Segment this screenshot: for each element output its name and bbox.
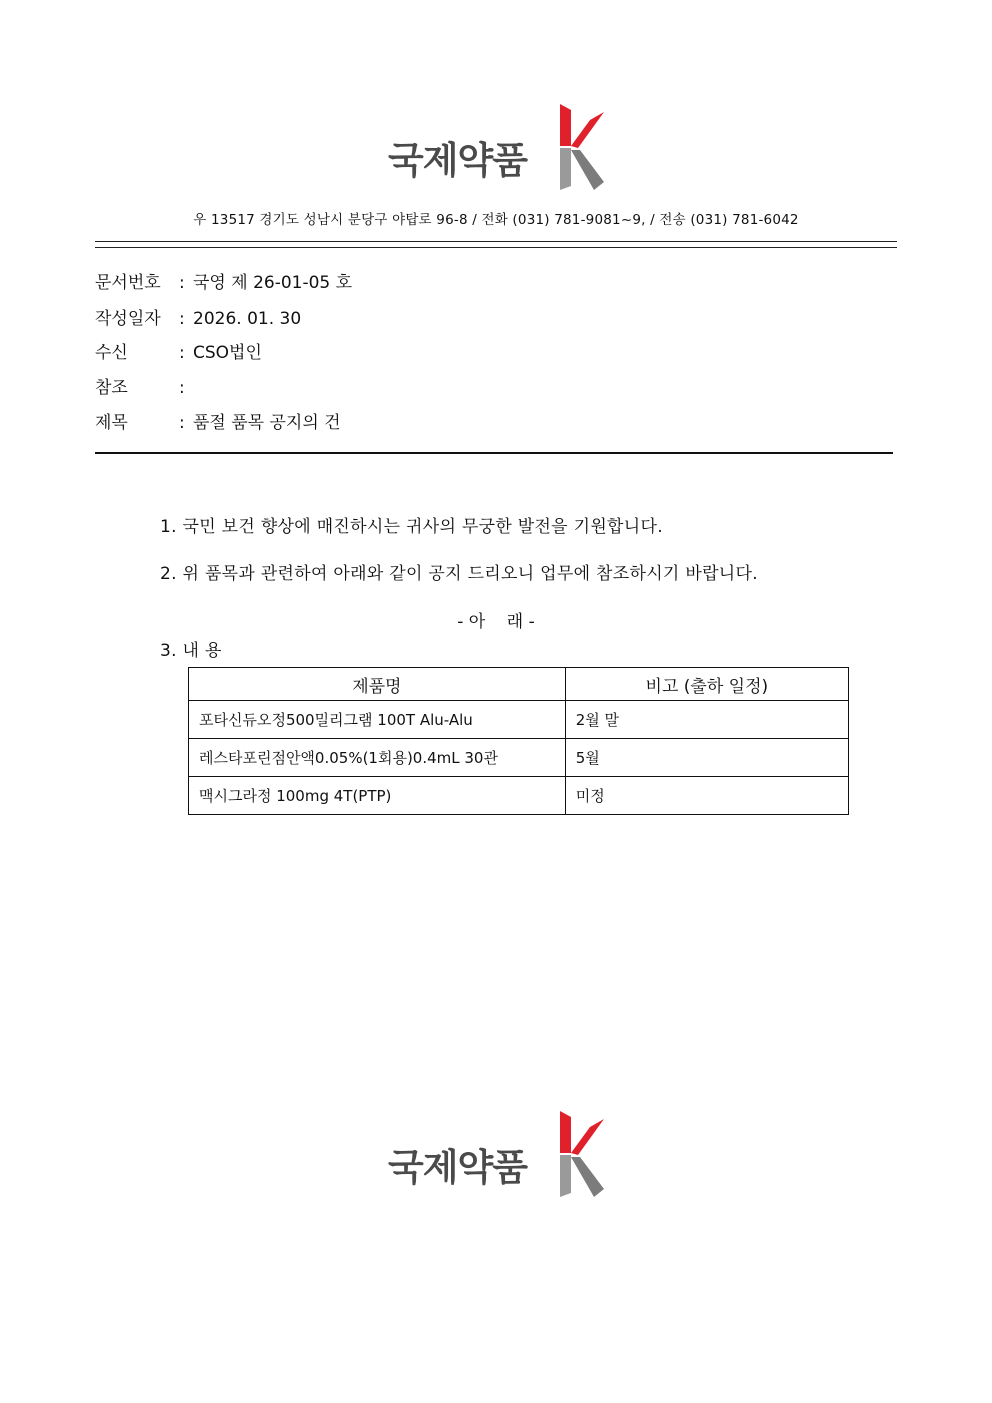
doc-number-label: 문서번호 [95, 273, 161, 293]
logo-wordmark: 국제약품 [388, 139, 527, 182]
date-sep: : [179, 309, 185, 329]
header-remarks: 비고 (출하 일정) [565, 668, 848, 701]
remarks-cell: 2월 말 [565, 701, 848, 739]
recipient-value: CSO법인 [193, 343, 262, 363]
recipient-label: 수신 [95, 343, 128, 363]
table-header-row [189, 668, 849, 701]
product-name-cell: 맥시그라정 100mg 4T(PTP) [189, 777, 566, 815]
recipient-row [95, 338, 262, 363]
product-table [188, 667, 849, 815]
subject-sep: : [179, 413, 185, 433]
remarks-cell: 미정 [565, 777, 848, 815]
paragraph-1: 1. 국민 보건 향상에 매진하시는 귀사의 무궁한 발전을 기원합니다. [160, 517, 663, 537]
k-logo-icon [556, 104, 608, 190]
reference-label: 참조 [95, 378, 128, 398]
header-divider [95, 452, 893, 454]
logo-wordmark: 국제약품 [388, 1146, 527, 1189]
paragraph-3: 3. 내 용 [160, 641, 222, 661]
product-name-cell: 포타신듀오정500밀리그램 100T Alu-Alu [189, 701, 566, 739]
k-logo-icon [556, 1111, 608, 1197]
double-divider [95, 241, 897, 248]
date-value: 2026. 01. 30 [193, 309, 302, 329]
subject-label: 제목 [95, 413, 128, 433]
header-product-name: 제품명 [189, 668, 566, 701]
doc-number-row [95, 268, 352, 293]
subject-row [95, 408, 341, 433]
section-heading: - 아 래 - [457, 612, 535, 632]
doc-number-value: 국영 제 26-01-05 호 [193, 273, 353, 293]
table-row [189, 739, 849, 777]
recipient-sep: : [179, 343, 185, 363]
product-name-cell: 레스타포린점안액0.05%(1회용)0.4mL 30관 [189, 739, 566, 777]
reference-sep: : [179, 378, 185, 398]
subject-value: 품절 품목 공지의 건 [193, 413, 341, 433]
date-row [95, 304, 301, 329]
table-row [189, 777, 849, 815]
table-row [189, 701, 849, 739]
paragraph-2: 2. 위 품목과 관련하여 아래와 같이 공지 드리오니 업무에 참조하시기 바랍니다. [160, 564, 758, 584]
remarks-cell: 5월 [565, 739, 848, 777]
company-logo-footer [388, 1111, 608, 1197]
company-address: 우 13517 경기도 성남시 분당구 야탑로 96-8 / 전화 (031) 781-9081~9, / 전송 (031) 781-6042 [193, 212, 799, 228]
company-logo [388, 104, 608, 190]
doc-number-sep: : [179, 273, 185, 293]
reference-row [95, 373, 193, 398]
date-label: 작성일자 [95, 309, 161, 329]
